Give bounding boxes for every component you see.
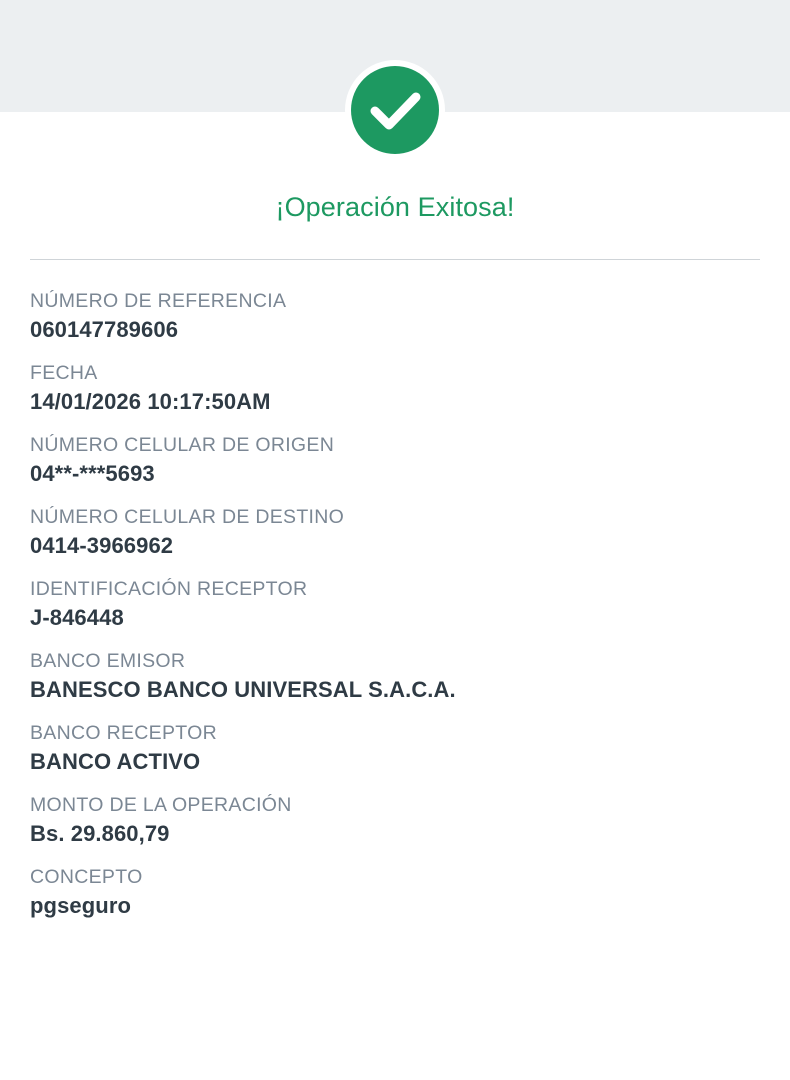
detail-label: IDENTIFICACIÓN RECEPTOR bbox=[30, 578, 308, 600]
detail-value: 14/01/2026 10:17:50AM bbox=[30, 389, 271, 414]
receipt-details bbox=[30, 288, 760, 936]
detail-row bbox=[30, 360, 760, 418]
detail-value: BANCO ACTIVO bbox=[30, 749, 201, 774]
detail-value: 060147789606 bbox=[30, 317, 179, 342]
detail-value: Bs. 29.860,79 bbox=[30, 821, 170, 846]
detail-value: J-846448 bbox=[30, 605, 124, 630]
detail-row bbox=[30, 864, 760, 922]
detail-row bbox=[30, 648, 760, 706]
detail-label: MONTO DE LA OPERACIÓN bbox=[30, 794, 292, 816]
detail-row bbox=[30, 576, 760, 634]
detail-value: pgseguro bbox=[30, 893, 132, 918]
check-circle-icon bbox=[351, 66, 439, 154]
detail-row bbox=[30, 504, 760, 562]
detail-label: NÚMERO DE REFERENCIA bbox=[30, 290, 287, 312]
detail-row bbox=[30, 720, 760, 778]
detail-row bbox=[30, 288, 760, 346]
detail-row bbox=[30, 792, 760, 850]
detail-label: NÚMERO CELULAR DE DESTINO bbox=[30, 506, 345, 528]
detail-row bbox=[30, 432, 760, 490]
success-title: ¡Operación Exitosa! bbox=[275, 192, 515, 222]
detail-value: 0414-3966962 bbox=[30, 533, 174, 558]
detail-label: BANCO RECEPTOR bbox=[30, 722, 217, 744]
detail-value: 04**-***5693 bbox=[30, 461, 155, 486]
detail-label: BANCO EMISOR bbox=[30, 650, 186, 672]
divider bbox=[30, 259, 760, 260]
detail-value: BANESCO BANCO UNIVERSAL S.A.C.A. bbox=[30, 677, 456, 702]
detail-label: NÚMERO CELULAR DE ORIGEN bbox=[30, 434, 335, 456]
detail-label: FECHA bbox=[30, 362, 98, 384]
detail-label: CONCEPTO bbox=[30, 866, 143, 888]
